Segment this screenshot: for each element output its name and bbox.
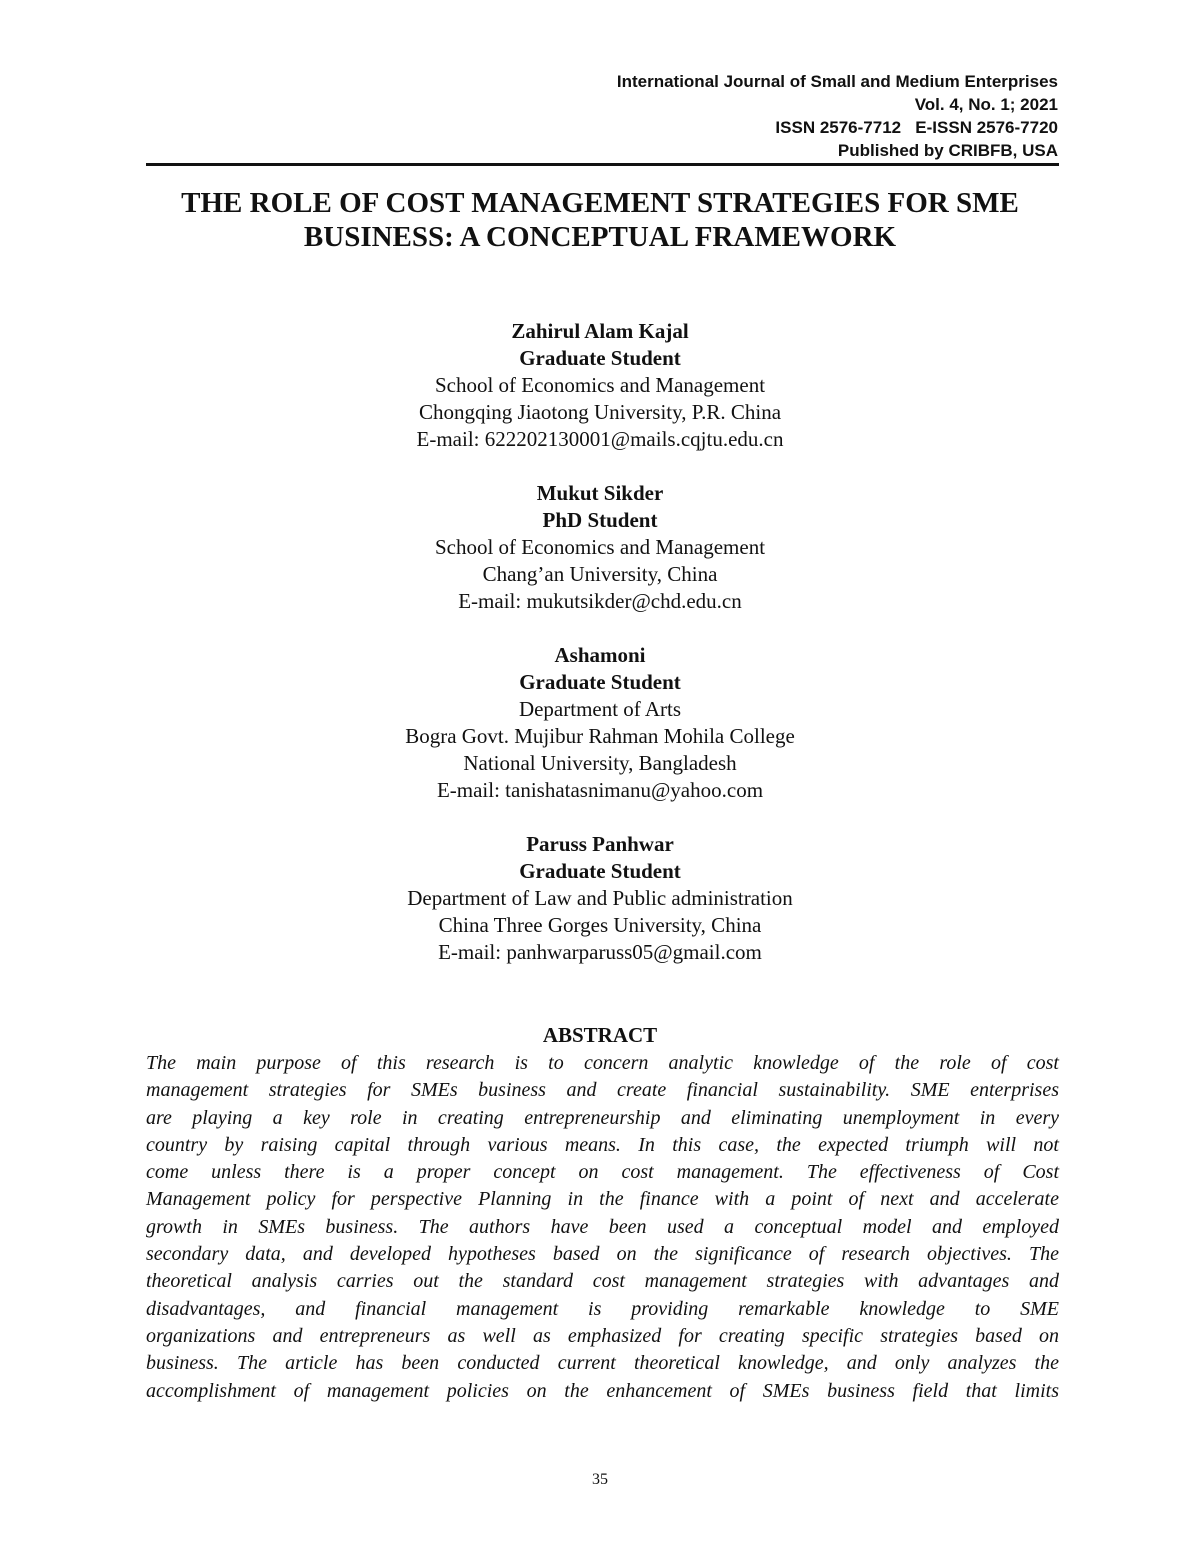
author-email: E-mail: tanishatasnimanu@yahoo.com	[436, 778, 764, 802]
abstract-line: secondary data, and developed hypotheses based on the significance of research objectives. The	[146, 1243, 1059, 1266]
abstract-body	[146, 1050, 1059, 1405]
abstract-line: Management policy for perspective Planning in the finance with a point of next and accelerate	[146, 1188, 1059, 1211]
author-role: PhD Student	[542, 508, 658, 532]
page-number: 35	[592, 1471, 608, 1488]
paper-title-line-1: THE ROLE OF COST MANAGEMENT STRATEGIES FOR SME	[181, 187, 1019, 219]
author-role: Graduate Student	[519, 346, 681, 370]
abstract-line: are playing a key role in creating entrepreneurship and eliminating unemployment in every	[146, 1106, 1059, 1129]
author-block	[100, 480, 1100, 615]
author-block	[100, 831, 1100, 966]
journal-name: International Journal of Small and Medium Enterprises	[616, 72, 1058, 91]
author-list	[100, 318, 1100, 993]
journal-issn: ISSN 2576-7712 E-ISSN 2576-7720	[775, 118, 1058, 137]
author-affiliation-line: National University, Bangladesh	[463, 751, 737, 775]
abstract-line: The main purpose of this research is to concern analytic knowledge of the role of cost	[146, 1052, 1059, 1074]
journal-header	[617, 70, 1058, 162]
author-affiliation-line: Bogra Govt. Mujibur Rahman Mohila College	[405, 724, 795, 748]
abstract-line: come unless there is a proper concept on cost management. The effectiveness of Cost	[146, 1161, 1059, 1184]
author-name: Zahirul Alam Kajal	[511, 319, 689, 343]
author-email: E-mail: mukutsikder@chd.edu.cn	[458, 589, 742, 613]
abstract-heading: ABSTRACT	[542, 1023, 658, 1047]
header-divider	[146, 163, 1059, 166]
paper-title	[100, 186, 1100, 254]
author-email: E-mail: panhwarparuss05@gmail.com	[438, 940, 762, 964]
author-affiliation-line: China Three Gorges University, China	[438, 913, 762, 937]
author-affiliation-line: School of Economics and Management	[434, 373, 766, 397]
author-affiliation-line: Department of Law and Public administration	[407, 886, 793, 910]
author-name: Paruss Panhwar	[526, 832, 674, 856]
journal-publisher: Published by CRIBFB, USA	[837, 141, 1058, 160]
paper-title-line-2: BUSINESS: A CONCEPTUAL FRAMEWORK	[303, 221, 897, 253]
author-name: Ashamoni	[554, 643, 646, 667]
author-name: Mukut Sikder	[536, 481, 664, 505]
abstract-line: disadvantages, and financial management is providing remarkable knowledge to SME	[146, 1297, 1059, 1320]
abstract-line: growth in SMEs business. The authors have been used a conceptual model and employed	[146, 1215, 1059, 1238]
author-email: E-mail: 622202130001@mails.cqjtu.edu.cn	[416, 427, 784, 451]
author-affiliation-line: Chongqing Jiaotong University, P.R. China	[418, 400, 782, 424]
abstract-line: business. The article has been conducted current theoretical knowledge, and only analyzes the	[146, 1352, 1059, 1375]
author-role: Graduate Student	[519, 670, 681, 694]
author-block	[100, 642, 1100, 804]
author-affiliation-line: Department of Arts	[518, 697, 682, 721]
author-role: Graduate Student	[519, 859, 681, 883]
abstract-line: accomplishment of management policies on the enhancement of SMEs business field that limits	[146, 1379, 1059, 1402]
author-block	[100, 318, 1100, 453]
author-affiliation-line: School of Economics and Management	[434, 535, 766, 559]
abstract-line: country by raising capital through various means. In this case, the expected triumph will not	[146, 1133, 1059, 1156]
abstract-line: organizations and entrepreneurs as well as emphasized for creating specific strategies based on	[146, 1324, 1059, 1347]
author-affiliation-line: Chang’an University, China	[482, 562, 718, 586]
abstract-line: management strategies for SMEs business and create financial sustainability. SME enterprises	[146, 1079, 1059, 1102]
journal-volume: Vol. 4, No. 1; 2021	[914, 95, 1058, 114]
abstract-line: theoretical analysis carries out the standard cost management strategies with advantages and	[146, 1270, 1059, 1293]
